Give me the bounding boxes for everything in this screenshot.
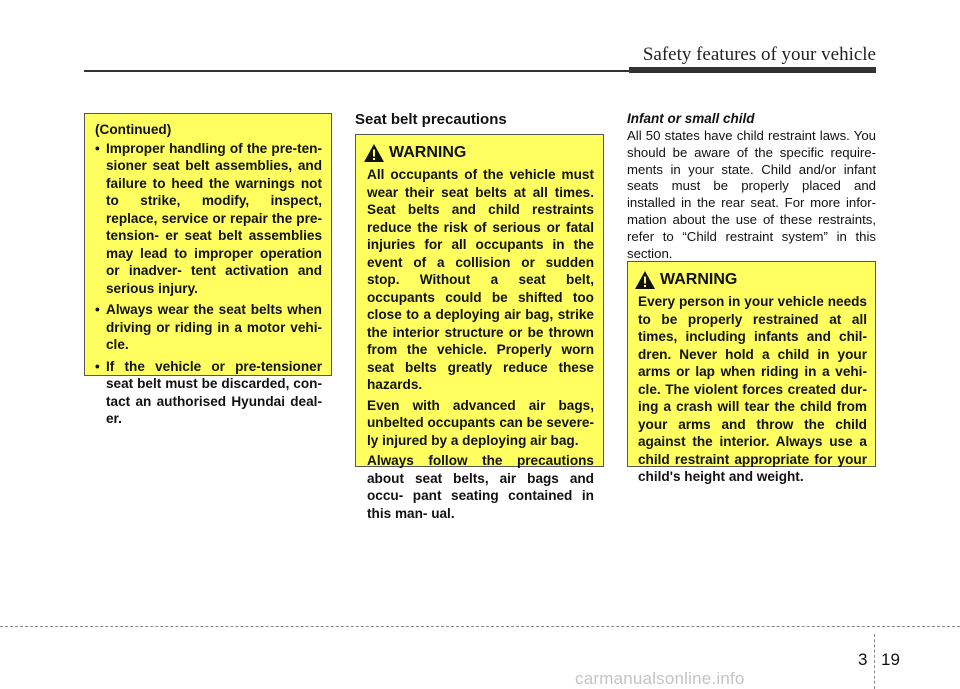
footer-rule [0, 626, 960, 627]
footer-separator [874, 634, 875, 689]
caution-item: • Always wear the seat belts when driving or riding in a motor vehi- cle. [95, 301, 322, 354]
warning-heading [367, 143, 594, 163]
warning-paragraph: Always follow the precautions about seat belts, air bags and occu- pant seating contained in this man- ual. [367, 453, 594, 521]
warning-paragraph: Even with advanced air bags, unbelted occupants can be severe- ly injured by a deploying air bag. [367, 397, 594, 448]
watermark-link[interactable]: carmanualsonline.info [575, 669, 745, 688]
warning-box-seat-belts [355, 134, 604, 521]
infant-subtitle: Infant or small child [627, 111, 755, 126]
caution-item: • If the vehicle or pre-tensioner seat belt must be discarded, con- tact an authorised Hyundai deal- er. [95, 358, 322, 428]
page-number: 19 [881, 650, 900, 669]
warning-heading-label: WARNING [389, 144, 467, 162]
warning-heading-label: WARNING [660, 271, 738, 289]
warning-triangle-icon [634, 270, 656, 290]
warning-paragraph: Every person in your vehicle needs to be properly restrained at all times, including infants and chil- dren. Never hold a child in your arms or lap when riding in a vehi- cle. The violent forces created dur- ing a crash will tear the child from your arms and throw the child against the interior. Always use a child restraint appropriate for your child's height and weight. [638, 294, 867, 484]
header-title: Safety features of your vehicle [642, 44, 876, 65]
caution-item: • Improper handling of the pre-ten- sioner seat belt assemblies, and failure to heed the warnings not to strike, modify, inspect, replace, service or repair the pre-tension- er seat belt assemblies may lead to improper operation or inadver- tent activation and serious injury. [95, 140, 322, 298]
header-bar [629, 67, 876, 73]
warning-paragraph: All occupants of the vehicle must wear their seat belts at all times. Seat belts and child restraints reduce the risk of serious or fatal injuries for all occupants in the event of a collision or sudden stop. Without a seat belt, occupants could be shifted too close to a deploying air bag, strike the interior structure or be thrown from the vehicle. Properly worn seat belts greatly reduce these hazards. [367, 167, 594, 392]
section-title: Seat belt precautions [355, 111, 507, 128]
infant-body-text: All 50 states have child restraint laws. You should be aware of the specific require- ments in your state. Child and/or infant seats must be properly placed and installed in the rear seat. For more infor- mation about the use of these restraints, refer to “Child restraint system” in this section. [627, 128, 876, 261]
warning-triangle-icon [363, 143, 385, 163]
warning-box-children [627, 261, 876, 484]
chapter-number: 3 [858, 650, 868, 669]
continued-label: (Continued) [95, 122, 172, 137]
caution-list [95, 140, 322, 428]
continued-caution-box [84, 113, 332, 426]
header-rule [84, 70, 629, 72]
warning-heading [638, 270, 867, 290]
